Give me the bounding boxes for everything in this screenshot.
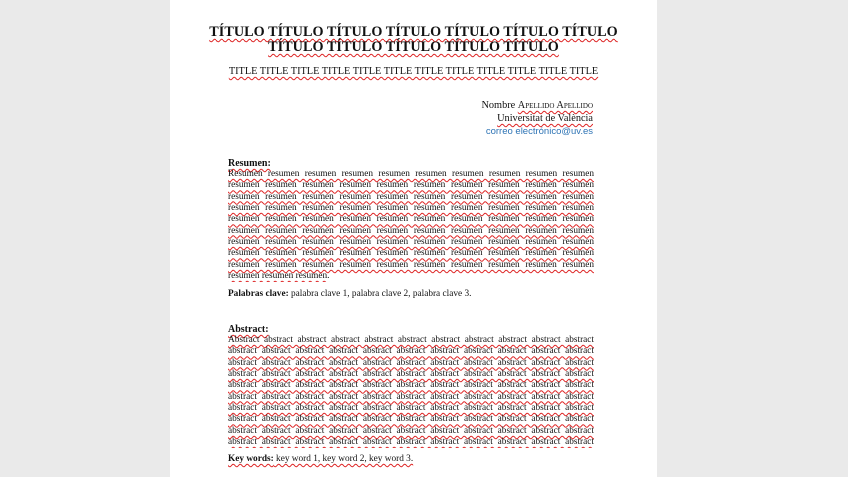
key-words: Key words: key word 1, key word 2, key word 3. [228,454,414,464]
resumen-text: Resumen resumen resumen resumen resumen resumen resumen resumen resumen resumen resumen resumen resumen resumen resumen resumen resumen resumen resumen resumen resumen resumen resumen resumen resumen resumen resumen resumen resumen resumen resumen resumen resumen resumen resumen resumen resumen resumen resumen resumen resumen resumen resumen resumen resumen resumen resumen resumen resumen resumen resumen resumen resumen resumen resumen resumen resumen resumen resumen resumen resumen resumen resumen resumen resumen resumen resumen resumen resumen resumen resumen resumen resumen resumen resumen resumen resumen resumen resumen resumen resumen resumen resumen resumen resumen resumen resumen resumen resumen resumen resumen resumen resumen. [228,169,594,282]
university: Universitat de València [497,113,593,124]
subtitle: TITLE TITLE TITLE TITLE TITLE TITLE TITLE TITLE TITLE TITLE TITLE TITLE [228,66,599,77]
title-line-1: TÍTULO TÍTULO TÍTULO TÍTULO TÍTULO TÍTULO TÍTULO [209,24,618,40]
title-line-2: TÍTULO TÍTULO TÍTULO TÍTULO TÍTULO [268,39,559,55]
document-page [170,0,657,477]
author-name: Nombre Apellido Apellido [481,100,593,111]
palabras-clave: Palabras clave: palabra clave 1, palabra clave 2, palabra clave 3. [228,289,472,299]
resumen-heading: Resumen: [228,158,271,169]
abstract-heading: Abstract: [228,324,269,335]
author-email[interactable]: correo electrónico@uv.es [485,126,593,137]
abstract-text: Abstract abstract abstract abstract abstract abstract abstract abstract abstract abstract abstract abstract abstract abstract abstract abstract abstract abstract abstract abstract abstract abstract abstract abstract abstract abstract abstract abstract abstract abstract abstract abstract abstract abstract abstract abstract abstract abstract abstract abstract abstract abstract abstract abstract abstract abstract abstract abstract abstract abstract abstract abstract abstract abstract abstract abstract abstract abstract abstract abstract abstract abstract abstract abstract abstract abstract abstract abstract abstract abstract abstract abstract abstract abstract abstract abstract abstract abstract abstract abstract abstract abstract abstract abstract abstract abstract abstract abstract abstract abstract abstract abstract abstract abstract abstract abstract abstract abstract abstract abstract abstract abstract abstract abstract abstract abstract abstract abstract abstract abstract [228,335,594,448]
